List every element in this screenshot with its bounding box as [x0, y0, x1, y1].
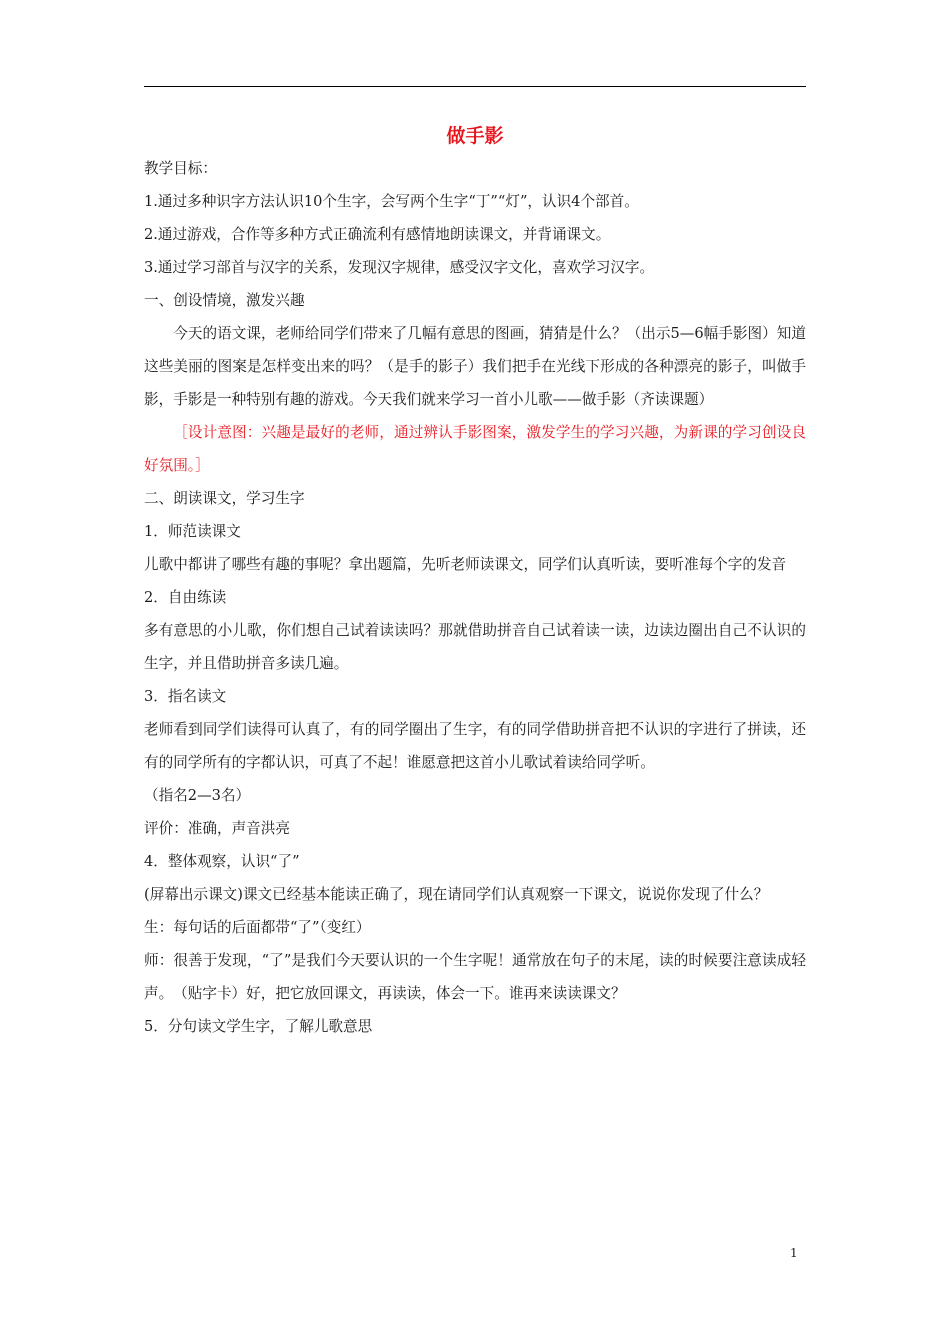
section-1-heading: 一、创设情境，激发兴趣 — [144, 292, 305, 309]
page-number: 1 — [790, 1246, 798, 1260]
design-intent: ［设计意图：兴趣是最好的老师，通过辨认手影图案，激发学生的学习兴趣，为新课的学习创设良好氛围。］ — [144, 424, 806, 474]
header-rule — [144, 86, 806, 87]
step-2-text: 多有意思的小儿歌，你们想自己试着读读吗？那就借助拼音自己试着读一读，边读边圈出自己不认识的生字，并且借助拼音多读几遍。 — [144, 622, 806, 672]
step-3-text: 老师看到同学们读得可认真了，有的同学圈出了生字，有的同学借助拼音把不认识的字进行了拼读，还有的同学所有的字都认识，可真了不起！谁愿意把这首小儿歌试着读给同学听。 — [144, 721, 806, 771]
document-title: 做手影 — [446, 125, 504, 147]
step-3-evaluation: 评价：准确，声音洪亮 — [144, 820, 290, 837]
teacher-line: 师：很善于发现，“了”是我们今天要认识的一个生字呢！通常放在句子的末尾，读的时候要注意读成轻声。 （贴字卡）好，把它放回课文，再读读，体会一下。谁再来读读课文？ — [144, 952, 806, 1002]
step-1-heading: 1．师范读课文 — [144, 523, 241, 540]
step-5-heading: 5．分句读文学生字，了解儿歌意思 — [144, 1018, 373, 1035]
document-body — [144, 120, 806, 1043]
objectives-heading: 教学目标： — [144, 160, 217, 177]
step-1-text: 儿歌中都讲了哪些有趣的事呢？拿出题篇，先听老师读课文，同学们认真听读，要听准每个字的发音 — [144, 556, 787, 573]
intro-paragraph: 今天的语文课，老师给同学们带来了几幅有意思的图画，猜猜是什么？（出示5—6幅手影图）知道这些美丽的图案是怎样变出来的吗？（是手的影子）我们把手在光线下形成的各种漂亮的影子，叫做手影，手影是一种特别有趣的游戏。今天我们就来学习一首小儿歌——做手影（齐读课题） — [144, 325, 806, 408]
step-3-note: （指名2—3名） — [144, 787, 251, 804]
objective-3: 3.通过学习部首与汉字的关系，发现汉字规律，感受汉字文化，喜欢学习汉字。 — [144, 259, 655, 276]
section-2-heading: 二、朗读课文，学习生字 — [144, 490, 305, 507]
objective-1: 1.通过多种识字方法认识10个生字，会写两个生字“丁”“灯”，认识4个部首。 — [144, 193, 639, 210]
objective-2: 2.通过游戏，合作等多种方式正确流利有感情地朗读课文，并背诵课文。 — [144, 226, 611, 243]
step-4-heading: 4．整体观察，认识“了” — [144, 853, 300, 870]
step-3-heading: 3．指名读文 — [144, 688, 227, 705]
student-line: 生：每句话的后面都带“了”（变红） — [144, 919, 371, 936]
step-2-heading: 2．自由练读 — [144, 589, 227, 606]
step-4-text: (屏幕出示课文)课文已经基本能读正确了，现在请同学们认真观察一下课文，说说你发现了什么？ — [144, 886, 769, 903]
